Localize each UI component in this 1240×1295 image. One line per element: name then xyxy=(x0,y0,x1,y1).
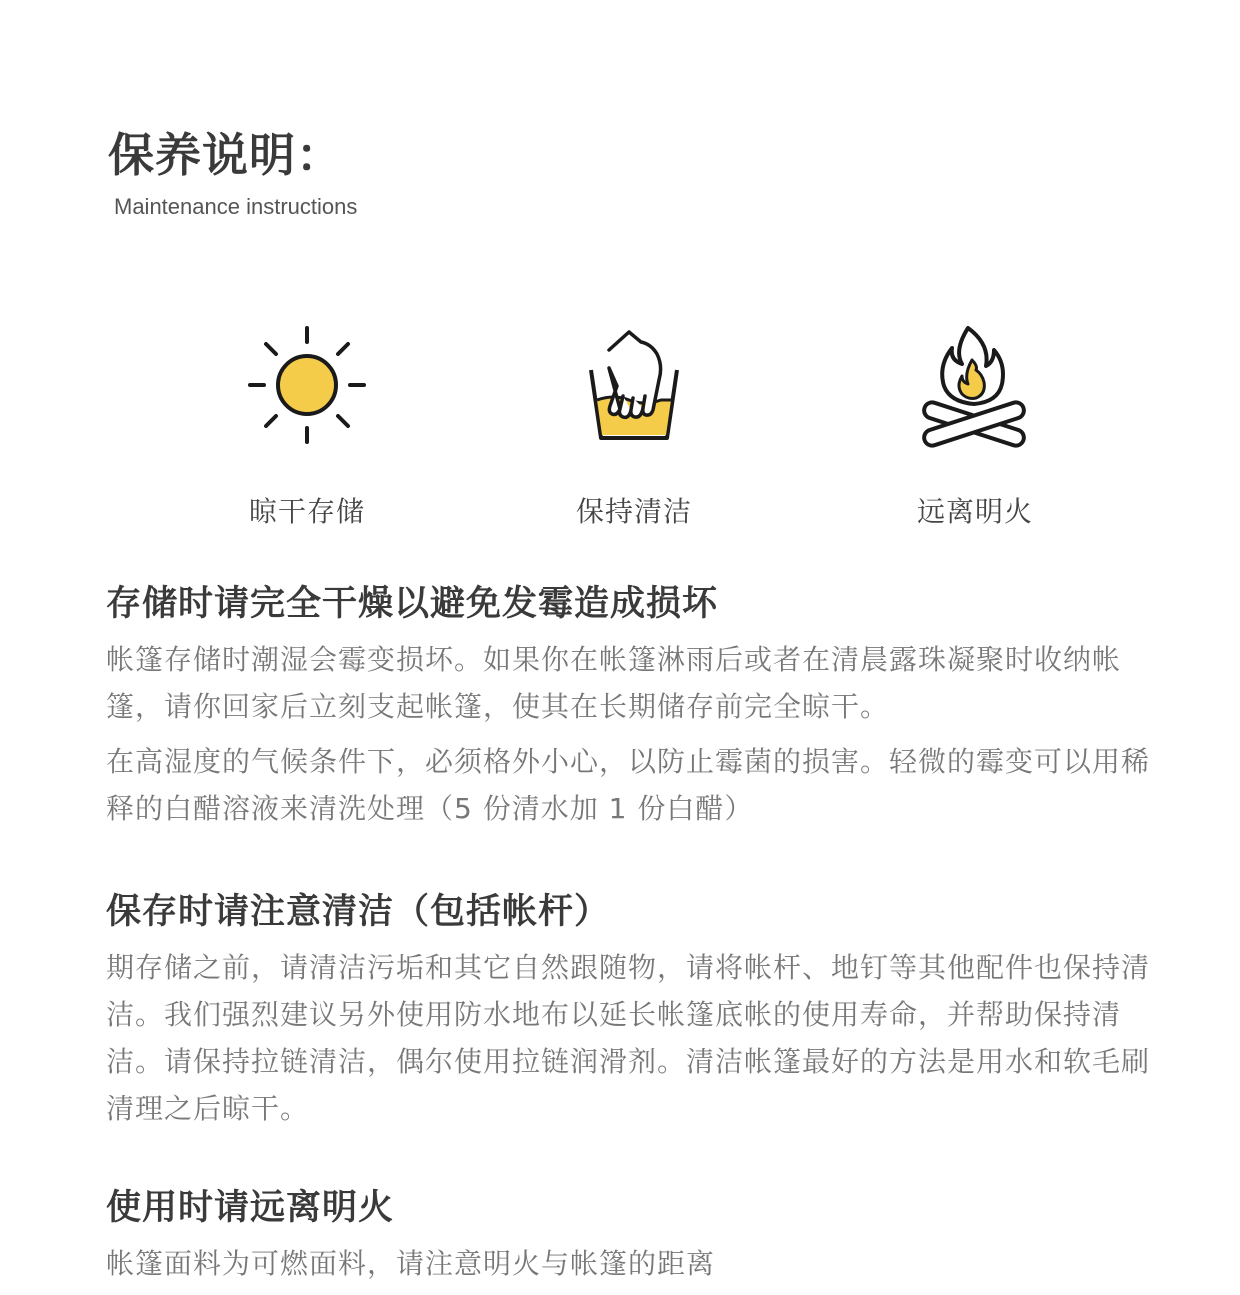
care-label-clean: 保持清洁 xyxy=(575,495,692,528)
section-paragraph: 帐篷存储时潮湿会霉变损坏。如果你在帐篷淋雨后或者在清晨露珠凝聚时收纳帐篷，请你回家后立刻支起帐篷，使其在长期储存前完全晾干。 xyxy=(106,642,1122,723)
care-item-clean xyxy=(504,320,764,530)
hand-wash-icon xyxy=(569,320,699,450)
section-paragraph: 期存储之前，请清洁污垢和其它自然跟随物，请将帐杆、地钉等其他配件也保持清洁。我们强烈建议另外使用防水地布以延长帐篷底帐的使用寿命，并帮助保持清洁。请保持拉链清洁，偶尔使用拉链润滑剂。清洁帐篷最好的方法是用水和软毛刷清理之后晾干。 xyxy=(106,950,1151,1125)
care-label-fire: 远离明火 xyxy=(916,495,1033,528)
page-title: 保养说明： xyxy=(108,128,343,182)
care-item-dry xyxy=(177,320,437,530)
section-heading: 使用时请远离明火 xyxy=(106,1188,395,1228)
section-dry-storage xyxy=(106,582,1166,840)
section-heading: 存储时请完全干燥以避免发霉造成损坏 xyxy=(106,584,719,624)
care-label-dry: 晾干存储 xyxy=(248,495,365,528)
care-item-fire xyxy=(845,320,1105,530)
campfire-icon xyxy=(910,320,1040,450)
sun-icon xyxy=(242,320,372,450)
section-keep-clean xyxy=(106,890,1166,1140)
care-icons-row xyxy=(0,320,1240,530)
section-paragraph: 在高湿度的气候条件下，必须格外小心，以防止霉菌的损害。轻微的霉变可以用稀释的白醋溶液来清洗处理（5 份清水加 1 份白醋） xyxy=(106,744,1151,825)
section-paragraph: 帐篷面料为可燃面料，请注意明火与帐篷的距离 xyxy=(106,1246,716,1280)
section-fire-safety xyxy=(106,1186,1166,1295)
page-subtitle: Maintenance instructions xyxy=(114,194,358,219)
section-heading: 保存时请注意清洁（包括帐杆） xyxy=(106,892,611,932)
